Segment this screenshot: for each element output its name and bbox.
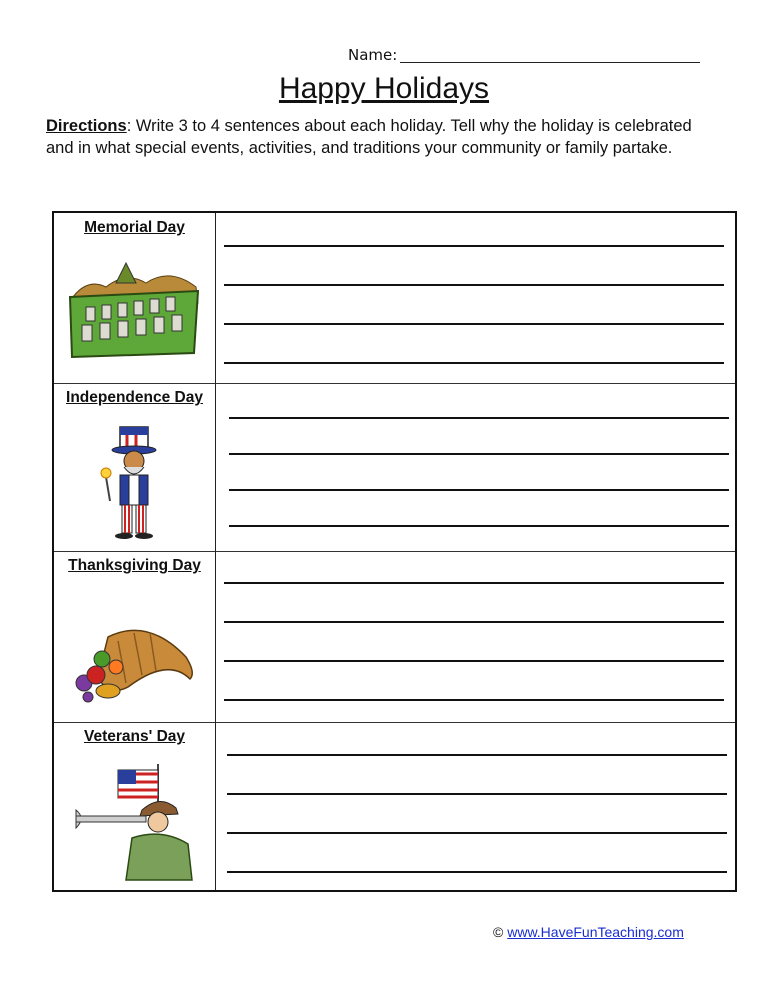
copyright-symbol: © [493, 924, 504, 940]
writing-line[interactable] [224, 660, 724, 662]
writing-line[interactable] [229, 525, 729, 527]
holiday-cell [54, 383, 216, 551]
writing-line[interactable] [224, 621, 724, 623]
writing-line[interactable] [224, 362, 724, 364]
cemetery-icon [66, 257, 202, 361]
writing-line[interactable] [224, 284, 724, 286]
holiday-name: Independence Day [66, 389, 203, 406]
cornucopia-icon [68, 617, 202, 705]
holiday-name: Veterans' Day [83, 728, 186, 745]
writing-line[interactable] [227, 832, 727, 834]
directions-text: : Write 3 to 4 sentences about each holiday. Tell why the holiday is celebrated and in what special events, activities, and traditions your community or family partake. [46, 117, 692, 157]
footer [493, 924, 684, 940]
table-row-veterans-day [54, 722, 735, 890]
writing-line[interactable] [227, 793, 727, 795]
table-row-memorial-day [54, 213, 735, 384]
table-row-thanksgiving-day [54, 551, 735, 723]
bugler-flag-icon [72, 758, 202, 882]
writing-line[interactable] [227, 871, 727, 873]
table-row-independence-day [54, 383, 735, 552]
writing-line[interactable] [224, 245, 724, 247]
website-link[interactable]: www.HaveFunTeaching.com [507, 924, 684, 940]
writing-line[interactable] [229, 417, 729, 419]
holiday-cell [54, 551, 216, 722]
directions-label: Directions [46, 117, 127, 135]
holiday-name: Memorial Day [84, 219, 185, 236]
writing-line[interactable] [224, 323, 724, 325]
holiday-cell [54, 722, 216, 890]
writing-line[interactable] [227, 754, 727, 756]
writing-line[interactable] [229, 453, 729, 455]
writing-line[interactable] [224, 582, 724, 584]
holiday-table [52, 211, 737, 892]
name-line[interactable] [400, 62, 700, 63]
directions [46, 115, 706, 159]
holiday-name: Thanksgiving Day [68, 557, 201, 574]
page-title: Happy Holidays [278, 72, 490, 105]
holiday-cell [54, 213, 216, 383]
uncle-sam-icon [94, 419, 174, 545]
name-label: Name: [348, 46, 398, 64]
writing-line[interactable] [229, 489, 729, 491]
writing-line[interactable] [224, 699, 724, 701]
